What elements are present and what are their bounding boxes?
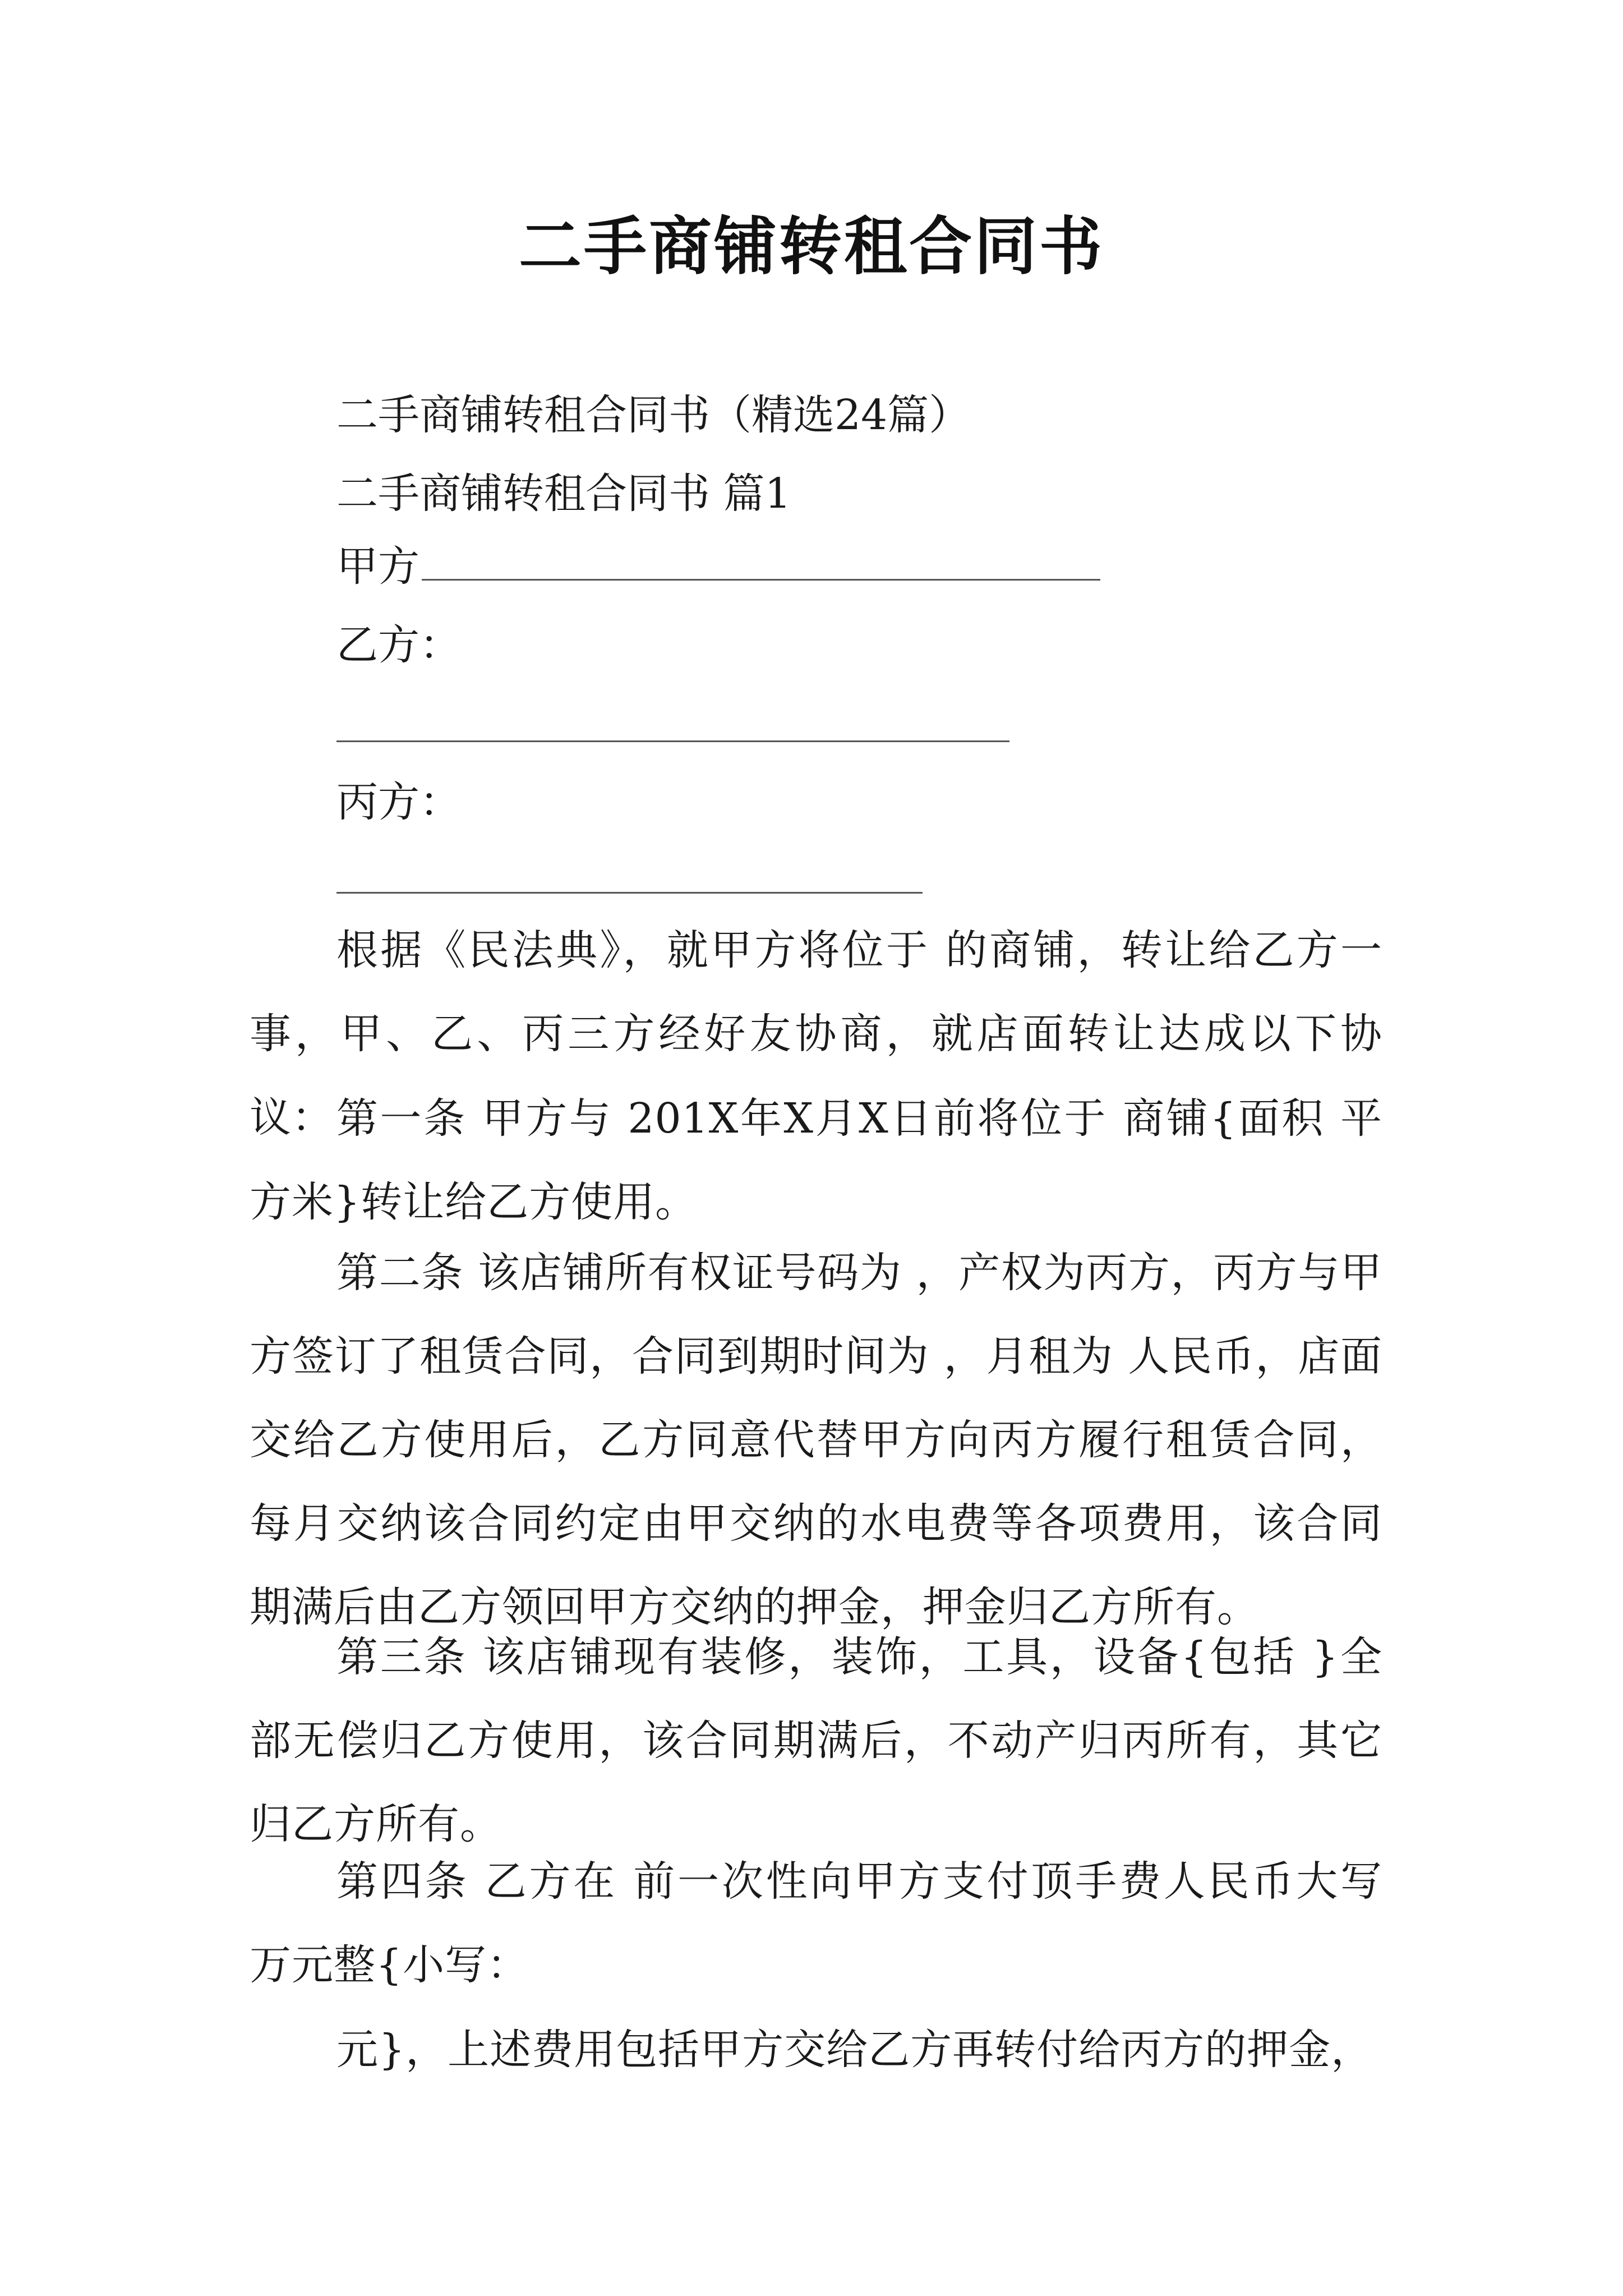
party-a-blank bbox=[422, 576, 1100, 581]
paragraph-intro: 根据《民法典》，就甲方将位于 的商铺，转让给乙方一事，甲、乙、丙三方经好友协商，就店面转让达成以下协议： bbox=[250, 926, 1382, 1142]
party-b-label: 乙方： bbox=[336, 621, 461, 669]
party-c-blank bbox=[336, 892, 923, 894]
paragraph-article-4-cont: 元}，上述费用包括甲方交给乙方再转付给丙方的押金， bbox=[336, 2026, 1373, 2074]
paragraph-article-1: 第一条 甲方与 201X年X月X日前将位于 商铺{面积 平方米}转让给乙方使用。 bbox=[250, 1094, 1382, 1226]
paragraph-article-4: 第四条 乙方在 前一次性向甲方支付顶手费人民币大写 万元整{小写： bbox=[250, 1857, 1382, 1989]
paragraph-article-2: 第二条 该店铺所有权证号码为 ，产权为丙方，丙方与甲方签订了租赁合同，合同到期时间为 ，月租为 人民币，店面交给乙方使用后，乙方同意代替甲方向丙方履行租赁合同，每月交纳该合同约定由甲交纳的水电费等各项费用，该合同期满后由乙方领回甲方交纳的押金，押金归乙方所有。 bbox=[250, 1249, 1382, 1631]
party-c-label: 丙方： bbox=[336, 778, 461, 826]
document-subtitle: 二手商铺转租合同书（精选24篇） bbox=[336, 391, 971, 439]
party-a-label: 甲方 bbox=[336, 542, 419, 591]
paragraph-article-3: 第三条 该店铺现有装修，装饰，工具，设备{包括 }全部无偿归乙方使用，该合同期满后，不动产归丙所有，其它归乙方所有。 bbox=[250, 1633, 1382, 1848]
party-b-blank bbox=[336, 740, 1009, 742]
section-heading: 二手商铺转租合同书 篇1 bbox=[336, 470, 791, 518]
party-a-line bbox=[336, 539, 1100, 595]
document-title: 二手商铺转租合同书 bbox=[519, 210, 1104, 283]
